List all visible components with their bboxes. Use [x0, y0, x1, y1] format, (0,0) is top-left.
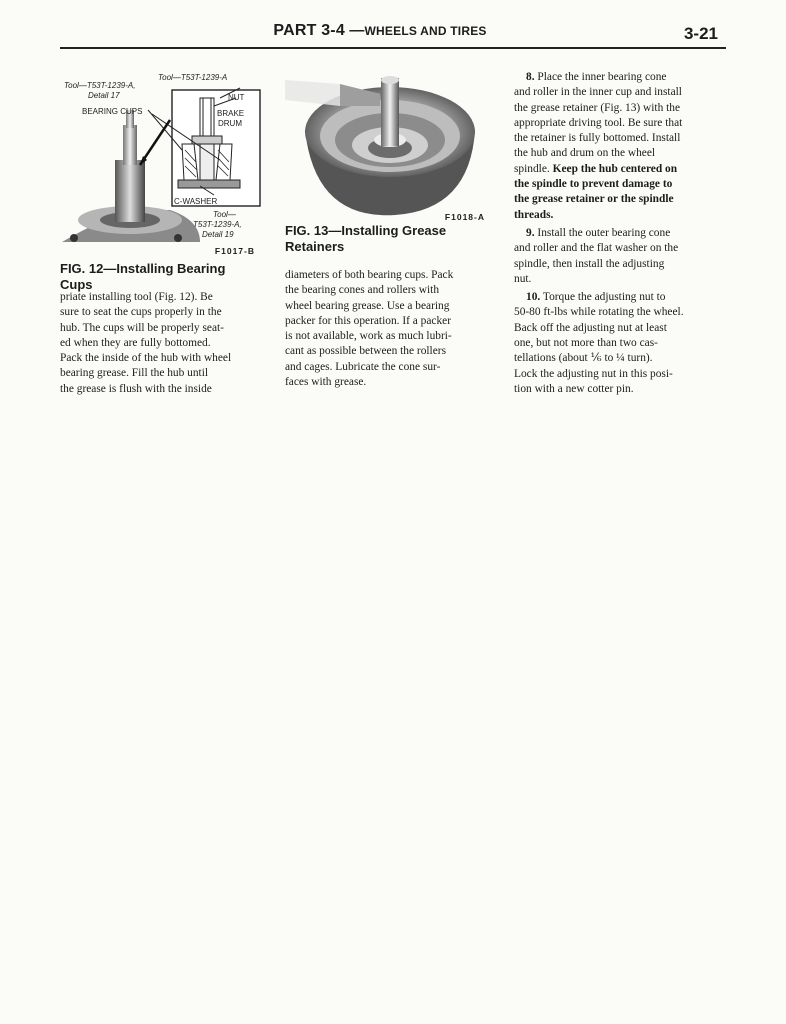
step10-line: tion with a new cotter pin.	[514, 382, 634, 395]
header-rule	[60, 47, 726, 49]
fig13-code: F1018-A	[444, 212, 485, 222]
step8-bold-line: threads.	[514, 208, 554, 221]
step8-bold-line: the grease retainer or the spindle	[514, 193, 674, 206]
col2-line: is not available, work as much lubri-	[285, 330, 452, 343]
header-dash: —	[349, 22, 365, 39]
step9-line: Install the outer bearing cone	[537, 226, 671, 239]
step8-mixed-line	[514, 162, 712, 177]
col2-line: faces with grease.	[285, 376, 367, 389]
fig12-label-c-washer: C-WASHER	[174, 197, 218, 206]
column-3-text	[514, 70, 712, 397]
fig12-code: F1017-B	[214, 246, 255, 256]
fig13-illustration	[285, 70, 485, 220]
step-10	[514, 290, 712, 397]
fig12-label-tool-left-1: Tool—T53T-1239-A,	[64, 81, 136, 90]
col2-line: diameters of both bearing cups. Pack	[285, 269, 454, 281]
step9-first-line	[514, 226, 712, 241]
fig13-caption-line2: Retainers	[285, 239, 345, 254]
col1-line: sure to seat the cups properly in the	[60, 306, 222, 319]
col1-line: bearing grease. Fill the hub until	[60, 367, 209, 380]
column-1-text	[60, 290, 256, 397]
step8-line: the retainer is fully bottomed. Install	[514, 132, 681, 145]
step8-line: and roller in the inner cup and install	[514, 86, 682, 99]
fig12-label-brake: BRAKE	[217, 109, 245, 118]
step8-line: Place the inner bearing cone	[537, 71, 667, 83]
col2-line: cant as possible between the rollers	[285, 345, 446, 358]
step-9	[514, 226, 712, 287]
page-number: 3-21	[683, 24, 718, 43]
fig12-label-tool-bottom-3: Detail 19	[202, 230, 234, 239]
step10-first-line	[514, 290, 712, 305]
step9-line: nut.	[514, 272, 532, 285]
step9-line: spindle, then install the adjusting	[514, 257, 665, 270]
step10-number: 10.	[526, 291, 541, 304]
column-2-text	[285, 268, 485, 390]
step10-line: Lock the adjusting nut in this posi-	[514, 367, 673, 380]
col2-line: and cages. Lubricate the cone sur-	[285, 360, 441, 373]
step10-line: tellations (about ⅙ to ¼ turn).	[514, 352, 653, 365]
step8-bold-line: the spindle to prevent damage to	[514, 178, 673, 191]
fig12-label-nut: NUT	[228, 93, 245, 102]
fig12-label-bearing-cups: BEARING CUPS	[82, 107, 143, 116]
col1-line: priate installing tool (Fig. 12). Be	[60, 291, 213, 303]
fig12-label-tool-bottom-1: Tool—	[213, 210, 236, 219]
col1-line: hub. The cups will be properly seat-	[60, 321, 224, 334]
section-title: WHEELS AND TIRES	[364, 24, 487, 38]
part-number: PART 3-4	[273, 22, 345, 39]
col1-line: Pack the inside of the hub with wheel	[60, 352, 232, 365]
step8-line: the grease retainer (Fig. 13) with the	[514, 101, 681, 114]
fig12-label-drum: DRUM	[218, 119, 242, 128]
fig12-caption: FIG. 12—Installing Bearing Cups	[60, 261, 226, 292]
step10-line: 50-80 ft-lbs while rotating the wheel.	[514, 306, 684, 319]
step8-number: 8.	[526, 71, 535, 83]
fig12-label-tool-bottom-2: T53T-1239-A,	[193, 220, 242, 229]
step8-line: appropriate driving tool. Be sure that	[514, 116, 683, 129]
col2-line: the bearing cones and rollers with	[285, 284, 440, 297]
col1-line: the grease is flush with the inside	[60, 382, 212, 395]
col1-line: ed when they are fully bottomed.	[60, 336, 211, 349]
page-header-title	[230, 22, 530, 40]
step8-bold: Keep the hub centered on	[552, 162, 678, 175]
col2-line: wheel bearing grease. Use a bearing	[285, 299, 450, 312]
col2-line: packer for this operation. If a packer	[285, 314, 452, 327]
fig12-label-tool-right: Tool—T53T-1239-A	[158, 73, 228, 82]
fig13-caption	[285, 223, 485, 255]
fig13-caption-line1: FIG. 13—Installing Grease	[285, 223, 447, 238]
step9-number: 9.	[526, 226, 535, 239]
step10-line: one, but not more than two cas-	[514, 337, 658, 350]
step10-line: Back off the adjusting nut at least	[514, 321, 667, 334]
step8-pre-bold: spindle.	[514, 162, 550, 175]
step8-line: the hub and drum on the wheel	[514, 147, 656, 160]
fig12-label-tool-left-2: Detail 17	[88, 91, 120, 100]
step-8	[514, 70, 712, 223]
step9-line: and roller and the flat washer on the	[514, 242, 679, 255]
step10-line: Torque the adjusting nut to	[542, 291, 666, 304]
step8-first-line	[514, 70, 712, 85]
